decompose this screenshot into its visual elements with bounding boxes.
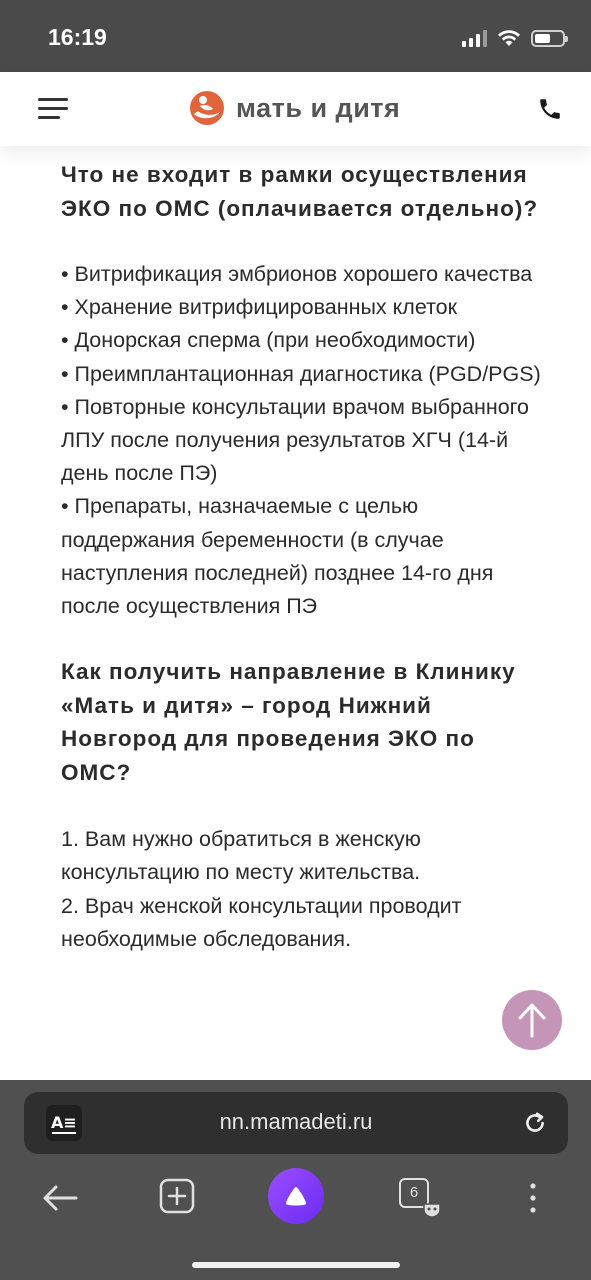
mother-child-logo-icon bbox=[188, 90, 226, 126]
list-item: • Хранение витрифицированных клеток bbox=[61, 295, 458, 320]
browser-toolbar bbox=[0, 1080, 591, 1280]
scroll-to-top-button[interactable] bbox=[502, 990, 562, 1050]
home-indicator bbox=[192, 1262, 400, 1268]
list-item: • Преимплантационная диагностика (PGD/PGS) bbox=[61, 361, 541, 386]
back-arrow-icon[interactable] bbox=[40, 1180, 80, 1216]
section-heading-not-included: Что не входит в рамки осуществления ЭКО по ОМС (оплачивается отдельно)? bbox=[61, 162, 539, 221]
phone-icon[interactable] bbox=[537, 96, 563, 122]
not-included-list bbox=[61, 258, 541, 623]
list-item: • Витрификация эмбрионов хорошего качества bbox=[61, 262, 533, 286]
cellular-signal-icon bbox=[462, 29, 487, 47]
list-item: 2. Врач женской консультации проводит необходимые обследования. bbox=[61, 893, 462, 951]
site-logo[interactable] bbox=[188, 90, 400, 126]
address-bar[interactable] bbox=[24, 1092, 568, 1154]
referral-steps bbox=[61, 823, 541, 956]
article-content bbox=[61, 146, 541, 1080]
status-time: 16:19 bbox=[48, 24, 107, 50]
wifi-icon bbox=[497, 29, 521, 47]
status-bar bbox=[0, 0, 591, 72]
hamburger-menu-button[interactable] bbox=[38, 98, 68, 120]
reader-mode-label: A≡ bbox=[51, 1113, 77, 1132]
browser-nav-row bbox=[0, 1166, 591, 1236]
list-item: • Донорская сперма (при необходимости) bbox=[61, 328, 476, 353]
more-options-icon[interactable] bbox=[526, 1180, 540, 1216]
list-item: 1. Вам нужно обратиться в женскую консультацию по месту жительства. bbox=[61, 827, 421, 885]
alice-assistant-button[interactable] bbox=[268, 1168, 324, 1224]
list-item: • Повторные консультации врачом выбранного ЛПУ после получения результатов ХГЧ (14-й день после ПЭ) bbox=[61, 394, 529, 486]
list-item: • Препараты, назначаемые с целью поддержания беременности (в случае наступления последней) позднее 14-го дня после осуществления ПЭ bbox=[61, 494, 494, 619]
status-icons bbox=[462, 26, 565, 50]
url-text: nn.mamadeti.ru bbox=[219, 1109, 373, 1134]
logo-text: мать и дитя bbox=[236, 92, 401, 123]
tabs-switcher-button[interactable] bbox=[397, 1176, 443, 1222]
tabs-count: 6 bbox=[399, 1178, 429, 1208]
arrow-up-icon bbox=[517, 1002, 547, 1038]
incognito-mask-icon bbox=[423, 1202, 441, 1218]
reload-icon[interactable] bbox=[522, 1110, 548, 1136]
new-tab-icon[interactable] bbox=[159, 1178, 195, 1214]
section-heading-referral: Как получить направление в Клинику «Мать и дитя» – город Нижний Новгород для проведения ЭКО по ОМС? bbox=[61, 659, 516, 785]
alice-triangle-icon bbox=[283, 1185, 309, 1207]
battery-icon bbox=[531, 30, 565, 47]
site-header bbox=[0, 72, 591, 146]
